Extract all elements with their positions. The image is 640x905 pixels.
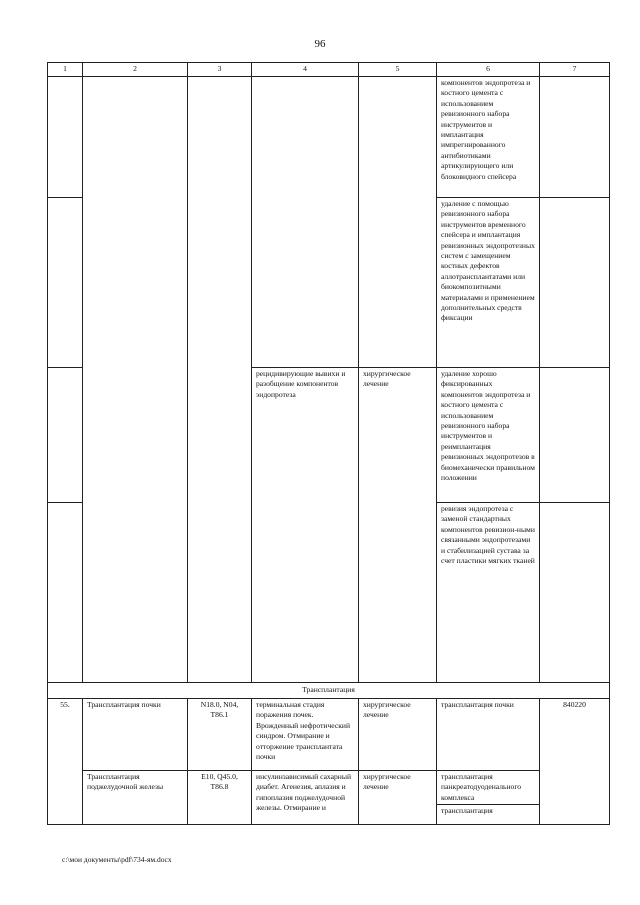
table-row (48, 699, 610, 771)
cell-empty (540, 503, 610, 683)
icd-codes-cell: E10, Q45.0, T86.8 (188, 771, 252, 825)
care-type-cell: Трансплантация почки (83, 699, 188, 771)
care-type-cell: Трансплантация поджелудочной железы (83, 771, 188, 825)
header-col-3: 3 (188, 63, 252, 77)
header-col-5: 5 (359, 63, 437, 77)
page-number: 96 (314, 38, 326, 50)
method-cell: удаление хорошо фиксированных компонентов эндопротеза и костного цемента с использованием ревизионного набора инструментов и реимплантация ревизионных эндопротезов в биомеханически правильном положении (437, 368, 540, 503)
price-cell: 840220 (540, 699, 610, 825)
cell-empty (83, 77, 188, 683)
method-cell: компонентов эндопротеза и костного цемента с использованием ревизионного набора инструментов и имплантация импрегнированного антибиотиками артикулирующего или блоковидного спейсера (437, 77, 540, 198)
cell-empty (188, 77, 252, 683)
table-row (48, 771, 610, 805)
section-title: Трансплантация (48, 683, 610, 699)
model-cell: рецидивирующие вывихи и разобщение компонентов эндопротеза (252, 368, 359, 683)
cell-empty (540, 198, 610, 368)
treatment-cell: хирургическое лечение (359, 368, 437, 683)
section-row (48, 683, 610, 699)
row-number: 55. (48, 699, 83, 825)
cell-empty (48, 198, 83, 368)
footer-file-path: c:\мои документы\pdf\734-ям.docx (62, 855, 172, 864)
treatment-cell: хирургическое лечение (359, 699, 437, 771)
model-cell: терминальная стадия поражения почек. Врожденный нефротический синдром. Отмирание и отторжение трансплантата почки (252, 699, 359, 771)
method-cell: удаление с помощью ревизионного набора инструментов временного спейсера и имплантация ревизионных эндопротезных систем с замещением костных дефектов аллотрансплантатами или биокомпозитными материалами и применением дополнительных средств фиксации (437, 198, 540, 368)
header-col-1: 1 (48, 63, 83, 77)
treatment-cell: хирургическое лечение (359, 771, 437, 825)
cell-empty (252, 77, 359, 368)
header-col-4: 4 (252, 63, 359, 77)
cell-empty (48, 368, 83, 503)
method-cell: трансплантация панкреатодуоденального комплекса (437, 771, 540, 805)
cell-empty (48, 77, 83, 198)
icd-codes-cell: N18.0, N04, T86.1 (188, 699, 252, 771)
cell-empty (48, 503, 83, 683)
cell-empty (540, 77, 610, 198)
method-cell: трансплантация (437, 805, 540, 825)
cell-empty (359, 77, 437, 368)
cell-empty (540, 368, 610, 503)
header-col-6: 6 (437, 63, 540, 77)
model-cell: инсулинзависимый сахарный диабет. Агенезия, аплазия и гипоплазия поджелудочной железы. Отмирание и (252, 771, 359, 825)
header-col-2: 2 (83, 63, 188, 77)
method-cell: ревизия эндопротеза с заменой стандартных компонентов ревизион-ными связанными эндопротезами и стабилизацией сустава за счет пластики мягких тканей (437, 503, 540, 683)
table-row (48, 77, 610, 198)
medical-care-table (47, 62, 610, 825)
method-cell: трансплантация почки (437, 699, 540, 771)
header-row (48, 63, 610, 77)
header-col-7: 7 (540, 63, 610, 77)
